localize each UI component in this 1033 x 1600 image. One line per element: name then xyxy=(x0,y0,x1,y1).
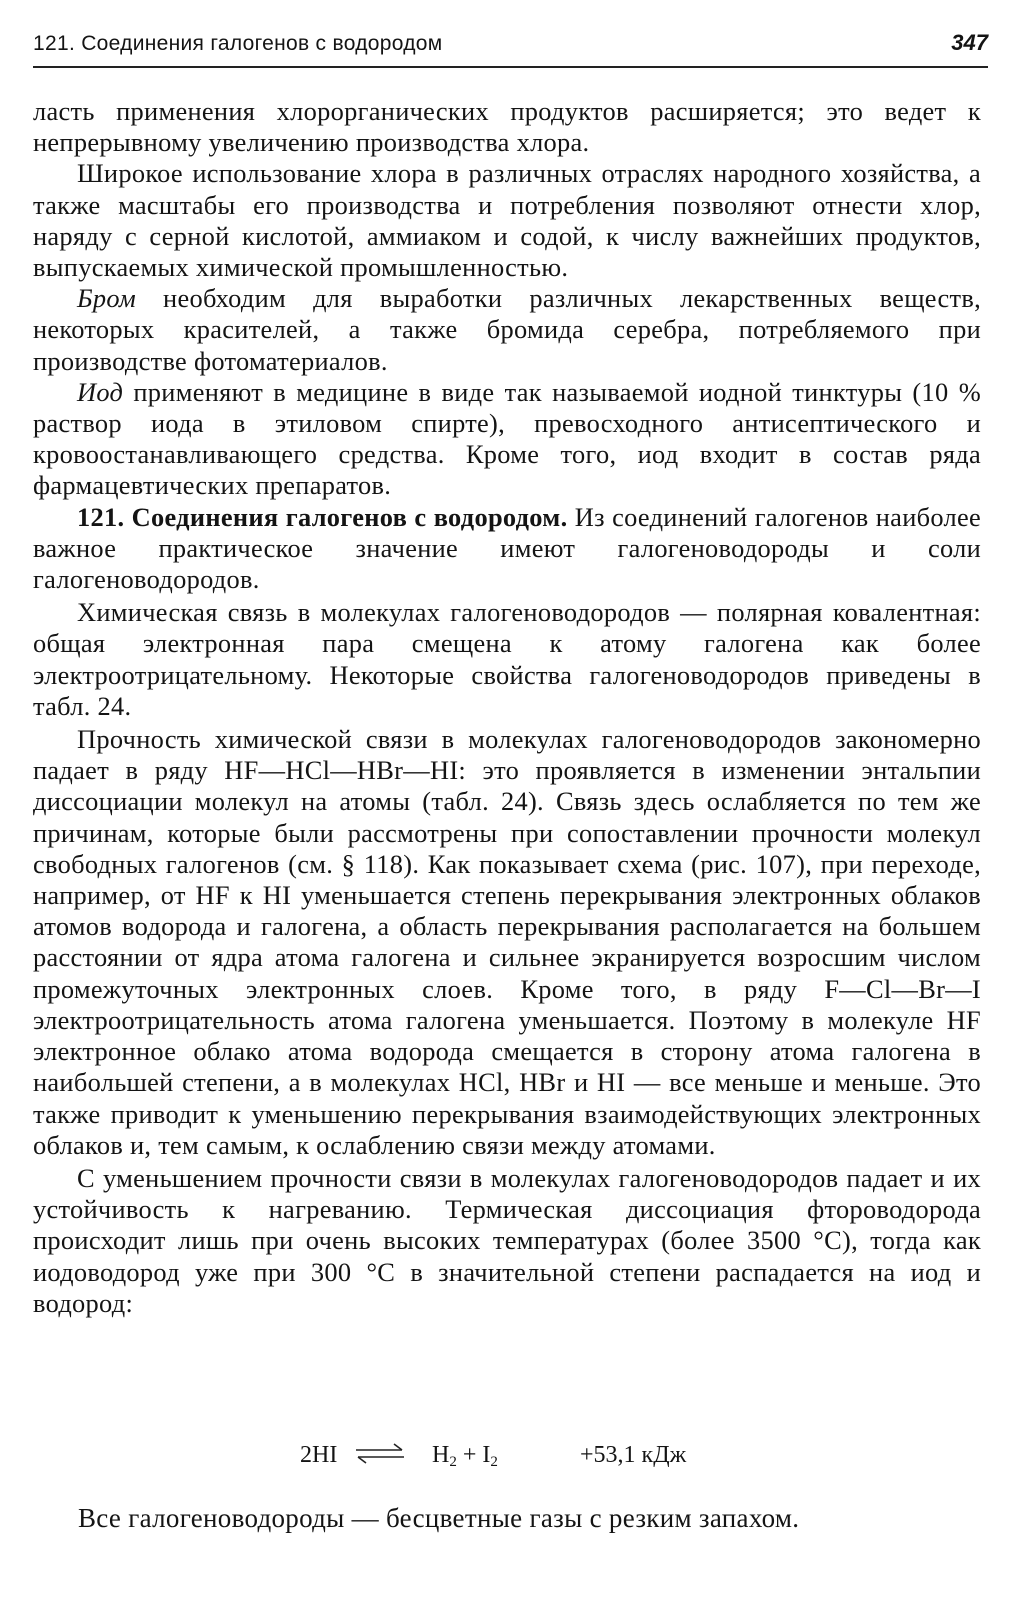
section-heading: 121. Соединения галогенов с водородом. xyxy=(77,501,568,532)
paragraph-bond-strength: Прочность химической связи в молекулах галогеноводородов закономерно падает в ряду HF—HCl—HBr—HI: это проявляется в изменении энтальпии диссоциации молекул на атомы (табл. 24). Связь здесь ослабляется по тем же причинам, которые были рассмотрены при сопоставлении прочности молекул свободных галогенов (см. § 118). Как показывает схема (рис. 107), при переходе, например, от HF к HI уменьшается степень перекрывания электронных облаков атомов водорода и галогена, а область перекрывания располагается на большем расстоянии от ядра атома галогена и сильнее экранируется возросшим числом промежуточных электронных слоев. Кроме того, в ряду F—Cl—Br—I электроотрицательность атома галогена уменьшается. Поэтому в молекуле HF электронное облако атома водорода смещается в сторону атома галогена в наибольшей степени, а в молекулах HCl, HBr и HI — все меньше и меньше. Это также приводит к уменьшению перекрывания взаимодействующих электронных облаков и, тем самым, к ослаблению связи между атомами. xyxy=(33,724,981,1160)
paragraph-chlorine-usage: Широкое использование хлора в различных отраслях народного хозяйства, а также масштабы его производства и потребления позволяют отнести хлор, наряду с серной кислотой, аммиаком и содой, к числу важнейших продуктов, выпускаемых химической промышленностью. xyxy=(33,158,981,283)
paragraph-bromine xyxy=(33,283,981,377)
equation-products xyxy=(432,1442,498,1471)
term-bromine: Бром xyxy=(77,283,136,314)
equilibrium-arrow-icon xyxy=(354,1438,406,1468)
page-header xyxy=(33,28,988,68)
reaction-energy: +53,1 кДж xyxy=(580,1442,687,1468)
equation-reactant: 2HI xyxy=(300,1442,338,1468)
page-number: 347 xyxy=(951,30,988,55)
paragraph-section-text: Из соединений галогенов наиболее важное практическое значение имеют галогеноводороды и соли галогеноводородов. xyxy=(33,501,981,595)
term-iodine: Иод xyxy=(77,376,124,407)
paragraph-iodine-text: применяют в медицине в виде так называемой иодной тинктуры (10 % раствор иода в этиловом спирте), превосходного антисептического и кровоостанавливающего средства. Кроме того, иод входит в состав ряда фармацевтических препаратов. xyxy=(33,376,981,501)
body-text xyxy=(33,96,981,1319)
paragraph-iodine xyxy=(33,377,981,502)
paragraph-continuation: ласть применения хлорорганических продуктов расширяется; это ведет к непрерывному увеличению производства хлора. xyxy=(33,96,981,158)
product-iodine: I xyxy=(482,1442,491,1468)
running-title: 121. Соединения галогенов с водородом xyxy=(33,32,443,55)
product-hydrogen: H xyxy=(432,1442,450,1468)
plus-sign: + xyxy=(456,1442,483,1468)
paragraph-section-121 xyxy=(33,502,981,596)
paragraph-thermal-stability: С уменьшением прочности связи в молекулах галогеноводородов падает и их устойчивость к нагреванию. Термическая диссоциация фтороводорода происходит лишь при очень высоких температурах (более 3500 °С), тогда как иодоводород уже при 300 °С в значительной степени распадается на иод и водород: xyxy=(33,1162,981,1318)
iodine-subscript: 2 xyxy=(490,1454,498,1470)
paragraph-chemical-bond: Химическая связь в молекулах галогеноводородов — полярная ковалентная: общая электронная пара смещена к атому галогена как более электроотрицательному. Некоторые свойства галогеноводородов приведены в табл. 24. xyxy=(33,597,981,721)
paragraph-bromine-text: необходим для выработки различных лекарственных веществ, некоторых красителей, а также бромида серебра, потребляемого при производстве фотоматериалов. xyxy=(33,283,981,376)
hydrogen-subscript: 2 xyxy=(449,1454,457,1470)
final-line: Все галогеноводороды — бесцветные газы с резким запахом. xyxy=(78,1503,800,1533)
